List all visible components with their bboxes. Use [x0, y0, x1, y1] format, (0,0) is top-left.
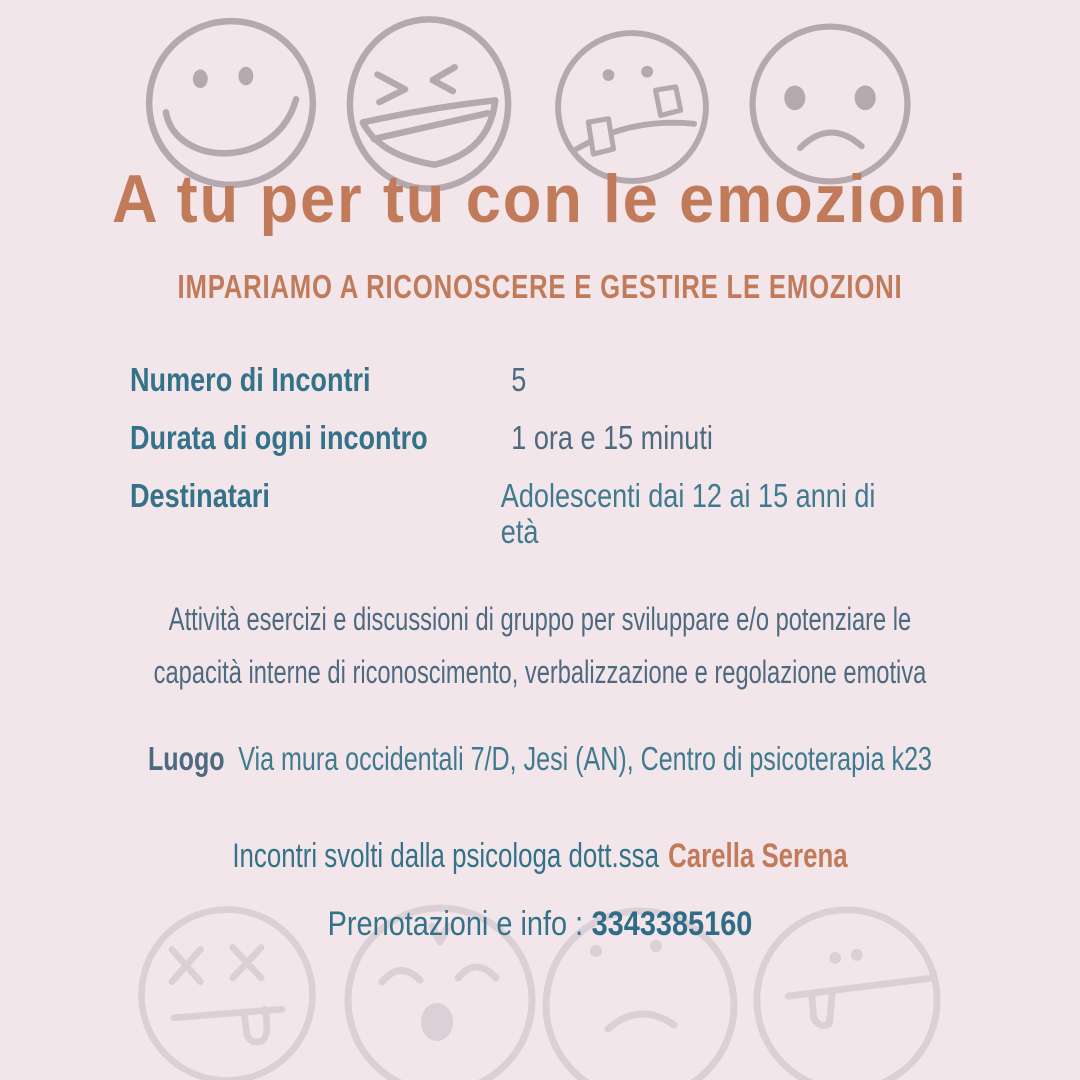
- description-line: capacità interne di riconoscimento, verbalizzazione e regolazione emotiva: [153, 654, 927, 690]
- info-table: [130, 362, 909, 572]
- conducted-by-text: Incontri svolti dalla psicologa dott.ssa: [232, 837, 659, 875]
- info-label: Destinatari: [130, 477, 270, 514]
- booking-line: [81, 905, 999, 944]
- description-paragraph: [0, 593, 1080, 699]
- info-value: 1 ora e 15 minuti: [511, 419, 713, 456]
- subtitle: IMPARIAMO A RICONOSCERE E GESTIRE LE EMOZIONI: [177, 268, 903, 305]
- location-value: Via mura occidentali 7/D, Jesi (AN), Centro di psicoterapia k23: [238, 740, 933, 777]
- info-row-durata: [130, 420, 909, 456]
- info-row-numero: [130, 362, 909, 398]
- conducted-by-line: [130, 837, 951, 876]
- info-label: Numero di Incontri: [130, 361, 371, 398]
- psychologist-name: Carella Serena: [668, 837, 848, 875]
- location-label: Luogo: [147, 740, 225, 777]
- info-label: Durata di ogni incontro: [130, 419, 428, 456]
- description-line: Attività esercizi e discussioni di gruppo per sviluppare e/o potenziare le: [168, 601, 912, 637]
- booking-label: Prenotazioni e info :: [327, 905, 584, 943]
- phone-number: 3343385160: [591, 905, 753, 943]
- location-line: [130, 740, 951, 778]
- info-value: 5: [511, 361, 527, 398]
- page-title: A tu per tu con le emozioni: [112, 161, 968, 237]
- info-value: Adolescenti dai 12 ai 15 anni di età: [500, 477, 876, 550]
- info-row-destinatari: [130, 478, 909, 550]
